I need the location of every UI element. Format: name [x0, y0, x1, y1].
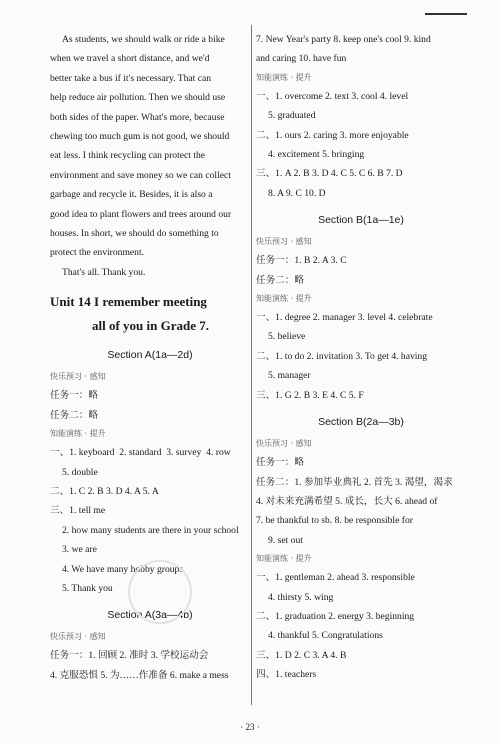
right-column	[256, 30, 466, 685]
unit-title-continued: all of you in Grade 7.	[92, 318, 210, 334]
page-number: · 23 ·	[240, 722, 260, 732]
essay-paragraph	[50, 30, 250, 263]
answer-line: 任务二：略	[50, 409, 98, 421]
answer-item: 2. standard	[119, 447, 162, 459]
answer-line: 9. set out	[268, 534, 303, 546]
column-divider	[251, 25, 252, 705]
answer-line: 任务一：1. 回顾 2. 准时 3. 学校运动会	[50, 650, 209, 662]
essay-line: help reduce air pollution. Then we should use	[50, 92, 226, 104]
essay-line: environment and save money so we can collect	[50, 169, 231, 181]
essay-line: houses. In short, we should do something to	[50, 228, 219, 240]
answer-line: 三、1. tell me	[50, 505, 106, 517]
answer-line: 2. how many students are there in your school	[62, 524, 239, 536]
answer-line: 任务一：略	[256, 457, 304, 469]
answer-line: 一、1. gentleman 2. ahead 3. responsible	[256, 572, 415, 584]
answer-line: 8. A 9. C 10. D	[268, 187, 326, 199]
essay-line: eat less. I think recycling can protect the	[50, 150, 206, 162]
section-label: 快乐预习 · 感知	[256, 237, 312, 247]
answer-line: 任务一：略	[50, 390, 98, 402]
answer-line: 任务二：1. 参加毕业典礼 2. 首先 3. 渴望，渴求	[256, 476, 453, 488]
essay-line: garbage and recycle it. Besides, it is also a	[50, 189, 213, 201]
answer-line: 7. New Year's party 8. keep one's cool 9. kind	[256, 34, 431, 45]
answer-line: 4. thankful 5. Congratulations	[268, 630, 383, 642]
answer-line: 5. manager	[268, 370, 311, 382]
answer-line: 4. We have many hobby groups	[62, 563, 184, 575]
essay-line: better take a bus if it's necessary. That can	[50, 72, 212, 84]
answer-item: 3. survey	[166, 447, 202, 459]
answer-line: 二、1. to do 2. invitation 3. To get 4. having	[256, 350, 428, 362]
answer-line: 三、1. D 2. C 3. A 4. B	[256, 649, 347, 661]
answer-line: 5. double	[62, 466, 98, 478]
essay-line: chewing too much gum is not good, we should	[50, 131, 230, 143]
answer-line: 一、1. overcome 2. text 3. cool 4. level	[256, 90, 409, 102]
essay-line: protect the environment.	[50, 247, 145, 259]
item-number: 一、	[50, 447, 70, 459]
answer-line: 7. be thankful to sb. 8. be responsible for	[256, 515, 413, 527]
answer-item: 4. row	[206, 447, 231, 459]
section-label: 快乐预习 · 感知	[256, 439, 312, 449]
section-title: Section A(1a—2d)	[107, 349, 193, 362]
section-title: Section B(1a—1e)	[318, 214, 404, 227]
essay-line: when we travel a short distance, and we'd	[50, 53, 210, 65]
answer-line: 4. thirsty 5. wing	[268, 591, 334, 603]
section-title: Section B(2a—3b)	[318, 416, 404, 429]
answer-line: 5. Thank you	[62, 582, 113, 594]
answer-line: 四、1. teachers	[256, 669, 317, 681]
essay-line: As students, we should walk or ride a bike	[62, 34, 225, 45]
essay-closing: That's all. Thank you.	[62, 266, 146, 278]
section-label: 知能演练 · 提升	[50, 429, 106, 439]
top-rule	[425, 13, 467, 15]
section-label: 知能演练 · 提升	[256, 554, 312, 564]
answer-line: 三、1. G 2. B 3. E 4. C 5. F	[256, 389, 364, 401]
answer-line: 任务一：1. B 2. A 3. C	[256, 255, 347, 267]
section-label: 知能演练 · 提升	[256, 72, 312, 82]
essay-line: good idea to plant flowers and trees around our	[50, 208, 232, 220]
answer-line: 二、1. graduation 2. energy 3. beginning	[256, 610, 415, 622]
section-title: Section A(3a—4b)	[107, 609, 193, 622]
answer-line: 5. graduated	[268, 110, 316, 122]
answer-line: 二、1. ours 2. caring 3. more enjoyable	[256, 129, 409, 141]
answer-line: 二、1. C 2. B 3. D 4. A 5. A	[50, 485, 159, 497]
answer-line: and caring 10. have fun	[256, 53, 347, 65]
section-label: 快乐预习 · 感知	[50, 372, 106, 382]
answer-line: 4. 克服恐惧 5. 为……作准备 6. make a mess	[50, 669, 229, 681]
answer-line: 4. 对未来充满希望 5. 成长，长大 6. ahead of	[256, 495, 438, 507]
answer-line	[50, 443, 250, 462]
answer-line: 5. believe	[268, 331, 306, 343]
answer-line: 3. we are	[62, 544, 97, 556]
section-label: 知能演练 · 提升	[256, 294, 312, 304]
answer-line: 任务二：略	[256, 274, 304, 286]
answer-line: 三、1. A 2. B 3. D 4. C 5. C 6. B 7. D	[256, 168, 403, 180]
section-label: 快乐预习 · 感知	[50, 632, 106, 642]
essay-line: both sides of the paper. What's more, because	[50, 111, 225, 123]
answer-item: 1. keyboard	[69, 447, 115, 459]
unit-title: Unit 14 I remember meeting	[50, 294, 207, 310]
answer-line: 一、1. degree 2. manager 3. level 4. celebrate	[256, 312, 433, 324]
answer-line: 4. excitement 5. bringing	[268, 149, 365, 161]
